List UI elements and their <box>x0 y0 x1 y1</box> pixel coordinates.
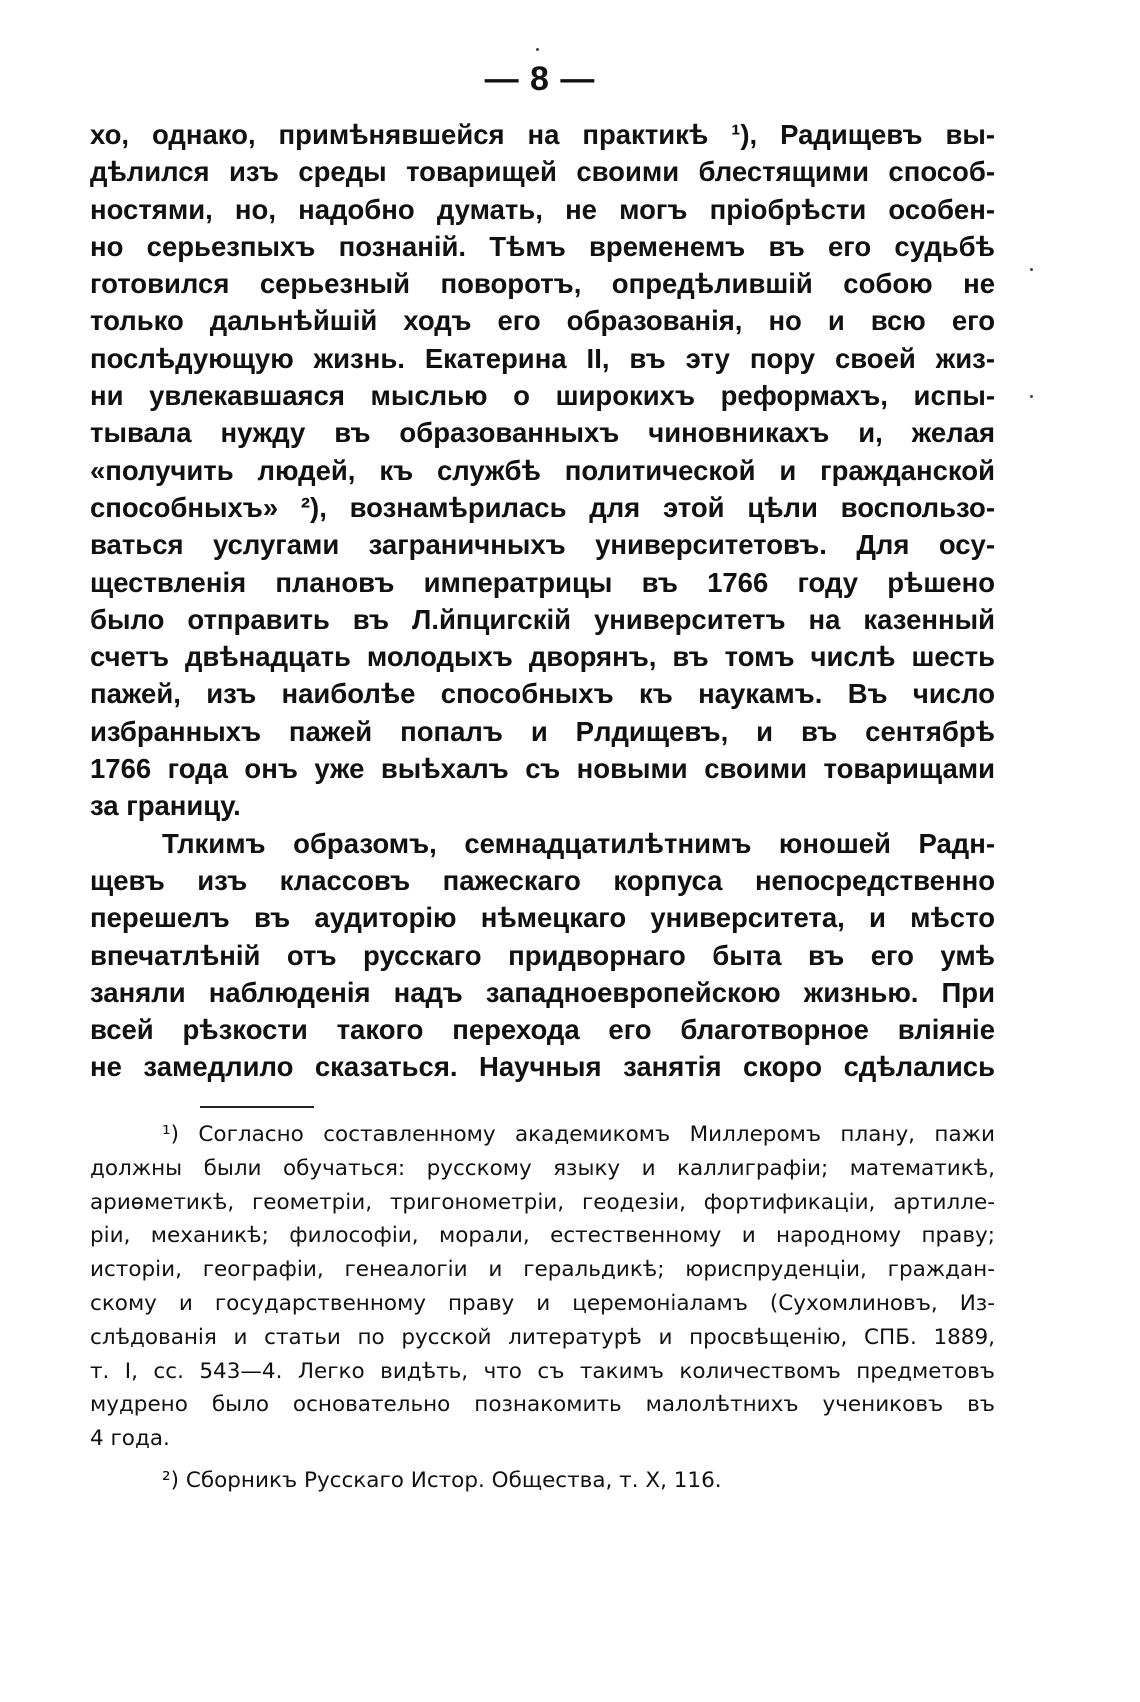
text-line: дѣлился изъ среды товарищей своими блестящими способ- <box>90 156 995 188</box>
text-line: перешелъ въ аудиторію нѣмецкаго университета, и мѣсто <box>90 902 995 934</box>
text-line: ностями, но, надобно думать, не могъ пріобрѣсти особен- <box>90 193 995 225</box>
text-line: но серьезпыхъ познаній. Тѣмъ временемъ въ его судьбѣ <box>90 230 995 262</box>
footnote-marker: ²) <box>162 1467 180 1493</box>
footnote-separator <box>200 1106 314 1108</box>
text-line: Тлкимъ образомъ, семнадцатилѣтнимъ юношей Радн- <box>162 827 995 859</box>
text-line: было отправить въ Л.йпцигскій университетъ на казенный <box>90 603 995 635</box>
text-line: 1766 года онъ уже выѣхалъ съ новыми своими товарищами <box>90 753 995 785</box>
text-line: хо, однако, примѣнявшейся на практикѣ ¹), Радищевъ вы- <box>90 119 995 150</box>
text-line: готовился серьезный поворотъ, опредѣлившій собою не <box>90 268 995 300</box>
text-line: послѣдующую жизнь. Екатерина II, въ эту пору своей жиз- <box>90 342 995 374</box>
text-line: тывала нужду въ образованныхъ чиновникахъ и, желая <box>90 417 995 449</box>
text-line: пажей, изъ наиболѣе способныхъ къ наукамъ. Въ число <box>90 678 995 710</box>
footnote-line: т. I, сс. 543—4. Легко видѣть, что съ такимъ количествомъ предметовъ <box>90 1358 995 1384</box>
footnote-line <box>90 1118 995 1152</box>
text-line: заняли наблюденія надъ западноевропейскою жизнью. При <box>90 976 995 1008</box>
footnote-line: исторіи, географіи, генеалогіи и геральдикѣ; юриспруденціи, граждан- <box>90 1257 995 1283</box>
print-speck <box>536 48 539 51</box>
footnote-line: ариѳметикѣ, геометріи, тригонометріи, геодезіи, фортификаціи, артилле- <box>90 1189 995 1215</box>
text-line: только дальнѣйшій ходъ его образованія, но и всю его <box>90 305 995 337</box>
footnotes <box>90 1118 995 1498</box>
main-text <box>90 116 995 1086</box>
text-line: за границу. <box>90 790 241 822</box>
text-line: «получить людей, къ службѣ политической и гражданской <box>90 454 995 486</box>
footnote-line: ріи, механикѣ; философіи, морали, естественному и народному праву; <box>90 1223 995 1249</box>
footnote-line <box>90 1464 995 1498</box>
footnote-text: Сборникъ Русскаго Истор. Общества, т. X, 116. <box>185 1467 722 1493</box>
text-line: щевъ изъ классовъ пажескаго корпуса непосредственно <box>90 864 995 896</box>
print-speck <box>1030 268 1033 271</box>
text-line: всей рѣзкости такого перехода его благотворное вліяніе <box>90 1014 995 1046</box>
text-line: счетъ двѣнадцать молодыхъ дворянъ, въ томъ числѣ шесть <box>90 641 995 673</box>
page-number: — 8 — <box>484 60 596 98</box>
footnote-text: Согласно составленному академикомъ Миллеромъ плану, пажи <box>198 1122 995 1147</box>
footnote-line: 4 года. <box>90 1426 170 1452</box>
text-line: ваться услугами заграничныхъ университетовъ. Для осу- <box>90 529 995 561</box>
footnote-line: должны были обучаться: русскому языку и каллиграфіи; математикѣ, <box>90 1155 995 1181</box>
text-line: впечатлѣній отъ русскаго придворнаго быта въ его умѣ <box>90 939 995 971</box>
text-line: способныхъ» ²), вознамѣрилась для этой цѣли воспользо- <box>90 491 995 523</box>
footnote-line: скому и государственному праву и церемоніаламъ (Сухомлиновъ, Из- <box>90 1290 995 1316</box>
text-line: ществленія плановъ императрицы въ 1766 году рѣшено <box>90 566 995 598</box>
text-line: избранныхъ пажей попалъ и Рлдищевъ, и въ сентябрѣ <box>90 715 995 747</box>
text-line: не замедлило сказаться. Научныя занятія скоро сдѣлались <box>90 1051 995 1083</box>
print-speck <box>1030 395 1033 398</box>
footnote-line: мудрено было основательно познакомить малолѣтнихъ учениковъ въ <box>90 1392 995 1418</box>
footnote-marker: ¹) <box>162 1122 180 1147</box>
text-line: ни увлекавшаяся мыслью о широкихъ реформахъ, испы- <box>90 380 995 412</box>
footnote-line: слѣдованія и статьи по русской литературѣ и просвѣщенію, СПБ. 1889, <box>90 1324 995 1350</box>
